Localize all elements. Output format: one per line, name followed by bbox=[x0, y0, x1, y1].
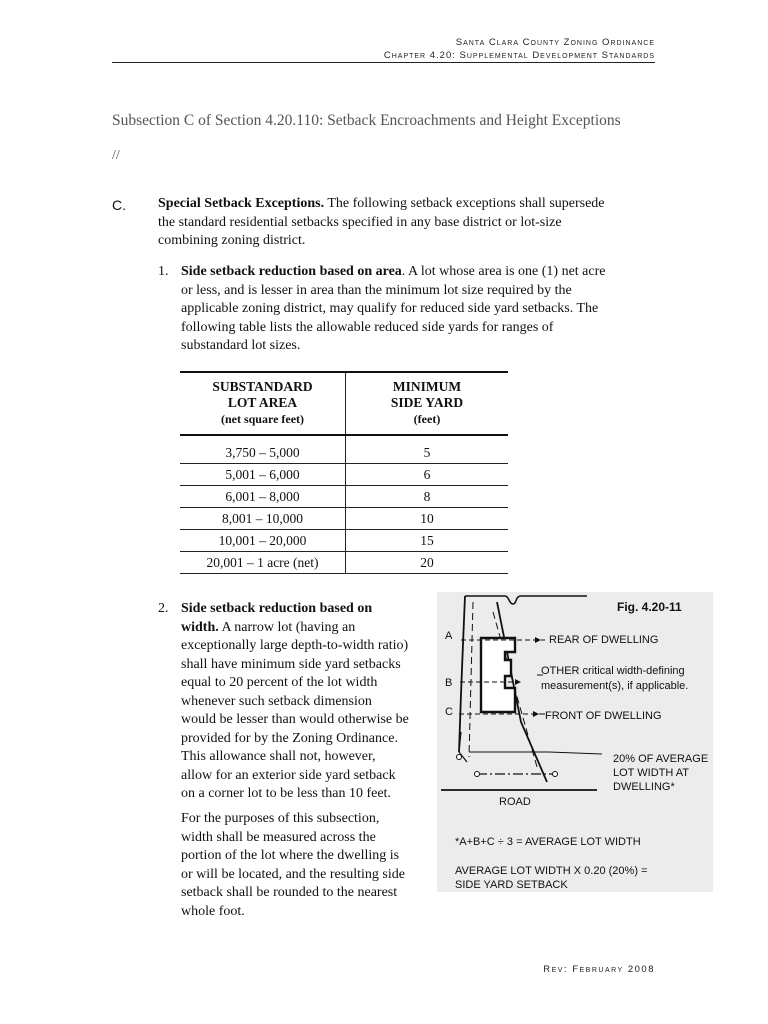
corner-marker bbox=[475, 772, 480, 777]
table-row bbox=[180, 508, 508, 530]
header-rule bbox=[112, 62, 655, 63]
table-row bbox=[180, 442, 508, 464]
item2-line: allow for an exterior side yard setback bbox=[181, 767, 396, 783]
header-unit: (net square feet) bbox=[220, 412, 305, 426]
table-header-side-yard bbox=[346, 372, 509, 435]
item2-title: width. bbox=[181, 619, 219, 635]
section-c-title: Special Setback Exceptions. bbox=[158, 196, 325, 211]
item2-number: 2. bbox=[158, 601, 169, 616]
corner-marker bbox=[553, 772, 558, 777]
lot-area-cell: 5,001 – 6,000 bbox=[180, 464, 346, 486]
side-yard-cell: 6 bbox=[346, 464, 509, 486]
label-road: ROAD bbox=[499, 796, 531, 808]
item1-title: Side setback reduction based on area bbox=[181, 264, 402, 279]
item1-line: applicable zoning district, may qualify for reduced side yard setbacks. The bbox=[181, 301, 599, 316]
item2-line: This allowance shall not, however, bbox=[181, 749, 376, 764]
item2-line: exceptionally large depth-to-width ratio) bbox=[181, 638, 409, 653]
side-yard-cell: 8 bbox=[346, 486, 509, 508]
item2-line: would be lesser than would otherwise be bbox=[181, 712, 409, 727]
section-c-line: the standard residential setbacks specified in any base district or lot-size bbox=[158, 214, 562, 230]
label-a: A bbox=[445, 630, 453, 642]
item1-line: or less, and is lesser in area than the minimum lot size required by the bbox=[181, 282, 572, 298]
formula-setback-line2: SIDE YARD SETBACK bbox=[455, 879, 568, 891]
label-other-line1: OTHER critical width-defining bbox=[541, 665, 685, 677]
item2-line: whenever such setback dimension bbox=[181, 693, 372, 709]
lot-area-cell: 6,001 – 8,000 bbox=[180, 486, 346, 508]
label-other-line2: measurement(s), if applicable. bbox=[541, 680, 689, 692]
item2-line: equal to 20 percent of the lot width bbox=[181, 675, 378, 690]
item2-line: provided for by the Zoning Ordinance. bbox=[181, 730, 398, 746]
header-text: SUBSTANDARD bbox=[212, 379, 313, 394]
item2-title: Side setback reduction based on bbox=[181, 601, 373, 616]
section-c-line: combining zoning district. bbox=[158, 233, 306, 248]
header-ordinance-title: Santa Clara County Zoning Ordinance bbox=[455, 37, 655, 48]
header-text: MINIMUM bbox=[392, 379, 462, 394]
lot-area-cell: 20,001 – 1 acre (net) bbox=[180, 552, 346, 574]
side-yard-cell: 5 bbox=[346, 442, 509, 464]
item2-line: shall have minimum side yard setbacks bbox=[181, 656, 401, 672]
item1-line: substandard lot sizes. bbox=[181, 338, 301, 353]
item1-line: . A lot whose area is one (1) net acre bbox=[401, 264, 606, 279]
label-rear-of-dwelling: REAR OF DWELLING bbox=[549, 634, 659, 646]
lot-area-cell: 8,001 – 10,000 bbox=[180, 508, 346, 530]
header-chapter-title: Chapter 4.20: Supplemental Development Standards bbox=[383, 50, 655, 61]
item2-line: whole foot. bbox=[181, 903, 245, 919]
formula-average: *A+B+C ÷ 3 = AVERAGE LOT WIDTH bbox=[455, 836, 641, 848]
table-header-row bbox=[180, 372, 508, 435]
item2-line: or will be located, and the resulting side bbox=[181, 866, 405, 882]
item2-line: setback shall be rounded to the nearest bbox=[181, 885, 398, 900]
label-20pct-line2: LOT WIDTH AT bbox=[613, 767, 689, 779]
table-row bbox=[180, 552, 508, 574]
figure-title: Fig. 4.20-11 bbox=[617, 600, 682, 614]
item2-paragraph bbox=[181, 600, 431, 804]
header-text: SIDE YARD bbox=[390, 395, 464, 410]
dwelling-footprint bbox=[481, 638, 515, 712]
item2-line: portion of the lot where the dwelling is bbox=[181, 848, 400, 863]
side-yard-cell: 15 bbox=[346, 530, 509, 552]
setback-table bbox=[180, 371, 508, 574]
item2-line: on a corner lot to be less than 10 feet. bbox=[181, 786, 391, 801]
lot-width-diagram bbox=[437, 592, 713, 892]
figure-4-20-11 bbox=[437, 592, 713, 892]
label-c: C bbox=[445, 706, 453, 718]
lot-left-line bbox=[459, 596, 465, 752]
item1-paragraph bbox=[181, 263, 661, 356]
label-front-of-dwelling: FRONT OF DWELLING bbox=[545, 710, 662, 722]
setback-line-left bbox=[469, 602, 473, 757]
table-row bbox=[180, 530, 508, 552]
item2-line: A narrow lot (having an bbox=[218, 619, 356, 635]
side-yard-cell: 20 bbox=[346, 552, 509, 574]
label-20pct-line3: DWELLING* bbox=[613, 781, 675, 793]
item2-paragraph-2 bbox=[181, 810, 431, 921]
label-20pct-line1: 20% OF AVERAGE bbox=[613, 753, 709, 765]
section-c-paragraph bbox=[158, 195, 658, 251]
side-yard-cell: 10 bbox=[346, 508, 509, 530]
header-text: LOT AREA bbox=[227, 395, 298, 410]
setback-20pct-leader bbox=[549, 752, 602, 754]
table-header-lot-area bbox=[180, 372, 346, 435]
item2-line: For the purposes of this subsection, bbox=[181, 811, 380, 826]
lot-area-cell: 3,750 – 5,000 bbox=[180, 442, 346, 464]
separator-slashes: // bbox=[112, 148, 120, 163]
subsection-title: Subsection C of Section 4.20.110: Setback Encroachments and Height Exceptions bbox=[112, 112, 621, 129]
section-c-line: The following setback exceptions shall supersede bbox=[327, 196, 605, 211]
formula-setback-line1: AVERAGE LOT WIDTH X 0.20 (20%) = bbox=[455, 865, 648, 877]
label-b: B bbox=[445, 677, 453, 689]
corner-marker bbox=[457, 755, 462, 760]
item1-number: 1. bbox=[158, 264, 169, 279]
section-c-label: C. bbox=[112, 197, 126, 213]
revision-footer: Rev: February 2008 bbox=[543, 964, 655, 975]
lot-area-cell: 10,001 – 20,000 bbox=[180, 530, 346, 552]
item1-line: following table lists the allowable reduced side yards for ranges of bbox=[181, 319, 554, 335]
lot-rear-boundary bbox=[465, 596, 587, 604]
item2-line: width shall be measured across the bbox=[181, 829, 376, 845]
header-unit: (feet) bbox=[413, 412, 441, 426]
table-row bbox=[180, 464, 508, 486]
table-row bbox=[180, 486, 508, 508]
